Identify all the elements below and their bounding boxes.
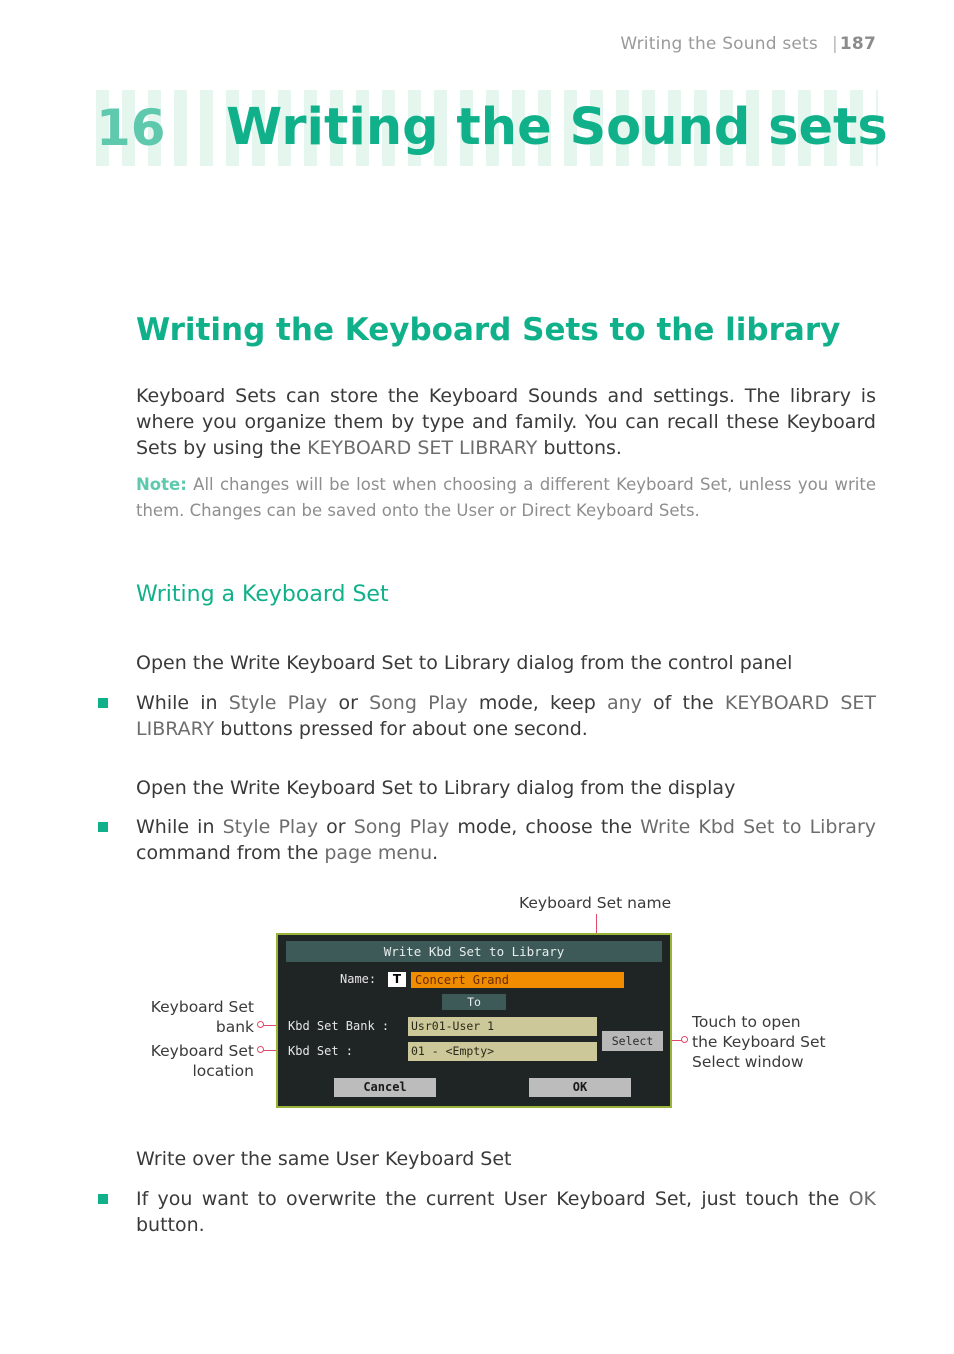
cancel-button[interactable]: Cancel bbox=[334, 1078, 436, 1097]
page-number: 187 bbox=[839, 34, 876, 54]
subsection-title: Writing a Keyboard Set bbox=[136, 582, 389, 607]
step1-t5: buttons pressed for about one second. bbox=[214, 718, 588, 740]
step1-t3: mode, keep bbox=[467, 692, 607, 714]
kbd-set-location-field[interactable]: 01 - <Empty> bbox=[408, 1042, 597, 1061]
kbd-set-bank-field[interactable]: Usr01-User 1 bbox=[408, 1017, 597, 1036]
bullet-square-icon bbox=[98, 822, 108, 832]
step2-t1: While in bbox=[136, 816, 223, 838]
step2-t3: mode, choose the bbox=[449, 816, 641, 838]
step1-song-play: Song Play bbox=[369, 692, 468, 714]
step1-t4: of the bbox=[641, 692, 725, 714]
step2-t2: or bbox=[318, 816, 354, 838]
step2-heading: Open the Write Keyboard Set to Library dialog from the display bbox=[136, 777, 736, 799]
callout-bank-line1: Keyboard Set bbox=[150, 998, 254, 1016]
text-edit-icon[interactable]: T bbox=[388, 972, 406, 987]
intro-text: Keyboard Sets can store the Keyboard Sounds and settings. The library is where you organize them by type and family. You can recall these Keyboard Sets by using the bbox=[136, 385, 876, 459]
callout-bank-line2: bank bbox=[215, 1018, 254, 1036]
step2-style-play: Style Play bbox=[222, 816, 319, 838]
intro-button-ref: KEYBOARD SET LIBRARY bbox=[307, 437, 538, 459]
kbd-set-label: Kbd Set : bbox=[288, 1044, 354, 1058]
bullet-square-icon bbox=[98, 1194, 108, 1204]
callout-keyboard-set-name: Keyboard Set name bbox=[519, 894, 672, 912]
note-paragraph bbox=[136, 472, 876, 524]
note-label: Note: bbox=[136, 475, 187, 494]
select-button[interactable]: Select bbox=[602, 1031, 663, 1051]
intro-text-end: buttons. bbox=[537, 437, 622, 459]
step2-text bbox=[136, 814, 876, 866]
step2-t5: . bbox=[432, 842, 439, 864]
callout-select-line1: Touch to open bbox=[692, 1013, 801, 1031]
callout-location-line1: Keyboard Set bbox=[150, 1042, 254, 1060]
step1-t1: While in bbox=[136, 692, 229, 714]
leader-dot-location-icon bbox=[257, 1046, 264, 1053]
name-label: Name: bbox=[340, 972, 377, 986]
step1-heading: Open the Write Keyboard Set to Library dialog from the control panel bbox=[136, 652, 793, 674]
step2-command: Write Kbd Set to Library bbox=[640, 816, 877, 838]
to-label: To bbox=[442, 994, 506, 1010]
step2-page-menu: page menu bbox=[324, 842, 433, 864]
chapter-title: Writing the Sound sets bbox=[226, 98, 888, 157]
ok-button[interactable]: OK bbox=[529, 1078, 631, 1097]
running-header bbox=[620, 34, 876, 54]
step1-buttons: KEYBOARD SET LIBRARY bbox=[136, 692, 876, 740]
step3-ok: OK bbox=[848, 1188, 876, 1210]
callout-keyboard-set-location bbox=[140, 1041, 254, 1081]
dialog-title: Write Kbd Set to Library bbox=[286, 941, 662, 962]
chapter-number: 16 bbox=[96, 99, 166, 157]
step3-text bbox=[136, 1186, 876, 1238]
step1-text bbox=[136, 690, 876, 742]
section-title: Writing the Keyboard Sets to the library bbox=[136, 312, 841, 348]
step1-any: any bbox=[606, 692, 642, 714]
callout-select-window bbox=[692, 1012, 826, 1072]
callout-select-line2: the Keyboard Set bbox=[692, 1033, 826, 1051]
step3-t1: If you want to overwrite the current User Keyboard Set, just touch the bbox=[136, 1188, 849, 1210]
callout-select-line3: Select window bbox=[692, 1053, 804, 1071]
step2-song-play: Song Play bbox=[353, 816, 450, 838]
step3-heading: Write over the same User Keyboard Set bbox=[136, 1148, 512, 1170]
bullet-square-icon bbox=[98, 698, 108, 708]
kbd-set-bank-label: Kbd Set Bank : bbox=[288, 1019, 390, 1033]
callout-location-line2: location bbox=[192, 1062, 254, 1080]
step3-t2: button. bbox=[136, 1214, 205, 1236]
step1-style-play: Style Play bbox=[228, 692, 328, 714]
write-kbd-set-dialog bbox=[276, 933, 672, 1108]
callout-keyboard-set-bank bbox=[140, 997, 254, 1037]
leader-dot-select-icon bbox=[681, 1036, 688, 1043]
step1-t2: or bbox=[327, 692, 370, 714]
intro-paragraph bbox=[136, 383, 876, 461]
step2-t4: command from the bbox=[136, 842, 325, 864]
header-separator: | bbox=[831, 34, 838, 54]
running-header-section: Writing the Sound sets bbox=[620, 34, 818, 54]
leader-dot-bank-icon bbox=[257, 1021, 264, 1028]
keyboard-set-name-field[interactable]: Concert Grand bbox=[411, 972, 624, 988]
note-text: All changes will be lost when choosing a different Keyboard Set, unless you write them. Changes can be saved onto the User or Direct Keyboard Sets. bbox=[136, 475, 876, 520]
